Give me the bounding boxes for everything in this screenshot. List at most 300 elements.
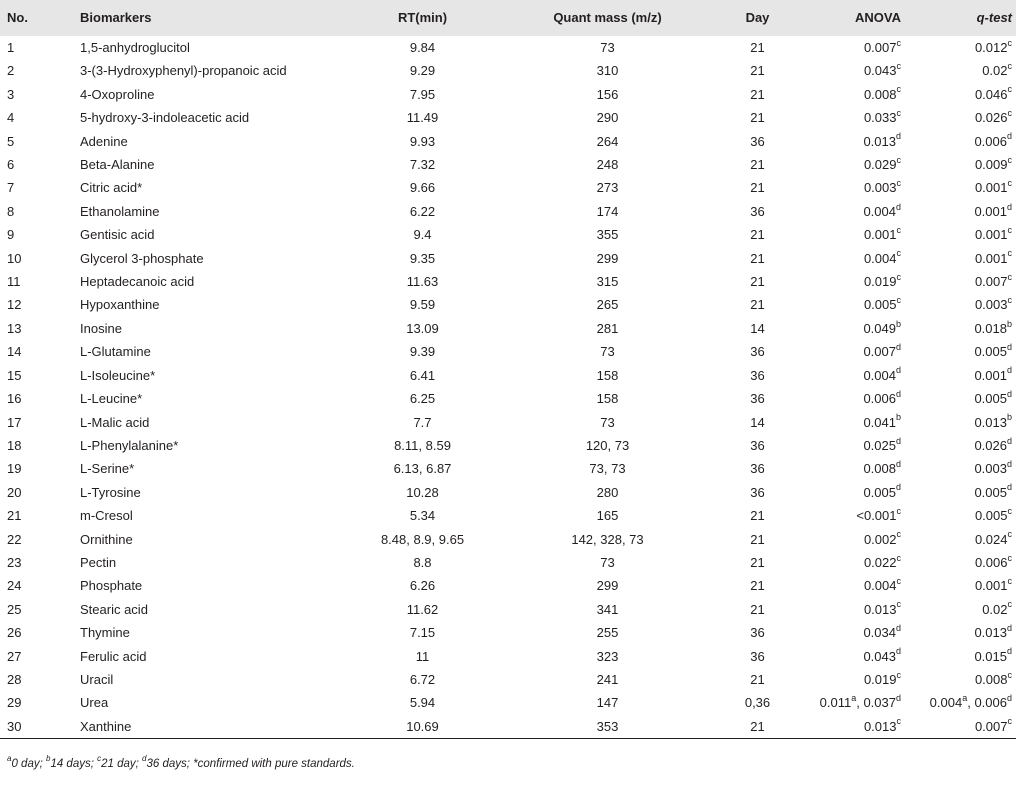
- anova-superscript: c: [896, 154, 901, 165]
- rt-value: 5.94: [409, 695, 436, 711]
- biomarker-name: Stearic acid: [80, 601, 148, 617]
- anova-superscript: c: [896, 271, 901, 282]
- cell-quant-mass: [505, 387, 710, 410]
- biomarker-name: L-Isoleucine*: [80, 367, 156, 383]
- cell-quant-mass: [505, 621, 710, 644]
- cell-rt: [340, 574, 505, 597]
- cell-no: [0, 247, 80, 270]
- cell-biomarker: [80, 457, 340, 480]
- cell-qtest: [901, 270, 1016, 293]
- cell-day: [710, 176, 805, 199]
- qtest-superscript: b: [1006, 412, 1012, 423]
- quant-mass-value: 165: [596, 508, 619, 524]
- cell-quant-mass: [505, 411, 710, 434]
- cell-day: [710, 106, 805, 129]
- anova-superscript: d: [895, 131, 901, 142]
- cell-anova: [805, 36, 901, 59]
- cell-quant-mass: [505, 36, 710, 59]
- qtest-superscript: d: [1006, 365, 1012, 376]
- biomarker-name: L-Tyrosine: [80, 484, 141, 500]
- qtest-value: 0.006: [974, 133, 1007, 149]
- row-number: 2: [7, 63, 15, 79]
- cell-qtest: [901, 130, 1016, 153]
- cell-rt: [340, 176, 505, 199]
- biomarker-name: Ornithine: [80, 531, 133, 547]
- cell-qtest: [901, 364, 1016, 387]
- cell-rt: [340, 645, 505, 668]
- cell-qtest: [901, 481, 1016, 504]
- rt-value: 11.63: [406, 274, 439, 290]
- cell-anova: [805, 340, 901, 363]
- day-value: 21: [750, 63, 765, 79]
- cell-rt: [340, 130, 505, 153]
- rt-value: 7.32: [409, 157, 436, 173]
- anova-superscript: d: [895, 458, 901, 469]
- header-qtest-label: q-test: [976, 10, 1012, 25]
- anova-value: 0.003: [863, 180, 897, 196]
- qtest-superscript: c: [1007, 271, 1012, 282]
- anova-value: 0.005: [863, 297, 897, 313]
- row-number: 20: [7, 484, 22, 500]
- day-value: 21: [750, 86, 765, 102]
- cell-anova: [805, 551, 901, 574]
- rt-value: 7.95: [409, 86, 436, 102]
- row-number: 11: [7, 274, 21, 290]
- biomarker-name: m-Cresol: [80, 508, 133, 524]
- cell-anova: [805, 153, 901, 176]
- cell-no: [0, 293, 80, 316]
- anova-superscript: c: [896, 224, 901, 235]
- qtest-value: 0.005: [974, 344, 1007, 360]
- cell-anova: [805, 411, 901, 434]
- cell-quant-mass: [505, 317, 710, 340]
- qtest-value: 0.009: [974, 157, 1008, 173]
- qtest-superscript: c: [1007, 716, 1012, 727]
- quant-mass-value: 158: [596, 367, 619, 383]
- cell-qtest: [901, 598, 1016, 621]
- anova-superscript: c: [896, 505, 901, 516]
- day-value: 21: [750, 250, 765, 266]
- rt-value: 9.35: [409, 250, 436, 266]
- cell-rt: [340, 411, 505, 434]
- qtest-superscript: d: [1006, 646, 1012, 657]
- cell-anova: [805, 598, 901, 621]
- anova-value: 0.019: [863, 671, 897, 687]
- quant-mass-value: 280: [596, 484, 619, 500]
- row-number: 28: [7, 671, 22, 687]
- cell-anova: [805, 434, 901, 457]
- qtest-value: 0.001: [974, 227, 1008, 243]
- cell-rt: [340, 293, 505, 316]
- row-number: 1: [7, 40, 15, 55]
- qtest-superscript: c: [1007, 669, 1012, 680]
- biomarker-name: 1,5-anhydroglucitol: [80, 40, 190, 55]
- cell-anova: [805, 457, 901, 480]
- cell-biomarker: [80, 59, 340, 82]
- cell-day: [710, 364, 805, 387]
- rt-value: 6.41: [409, 367, 436, 383]
- qtest-superscript: d: [1006, 458, 1012, 469]
- anova-value: 0.001: [863, 227, 897, 243]
- biomarker-name: 5-hydroxy-3-indoleacetic acid: [80, 110, 250, 126]
- row-number: 14: [7, 344, 22, 360]
- cell-biomarker: [80, 36, 340, 59]
- rt-value: 8.11, 8.59: [394, 437, 451, 453]
- cell-biomarker: [80, 317, 340, 340]
- table-row: [0, 691, 1016, 714]
- table-row: [0, 434, 1016, 457]
- cell-no: [0, 715, 80, 739]
- cell-rt: [340, 340, 505, 363]
- table-row: [0, 59, 1016, 82]
- cell-qtest: [901, 200, 1016, 223]
- cell-anova: [805, 270, 901, 293]
- quant-mass-value: 142, 328, 73: [571, 531, 644, 547]
- row-number: 17: [7, 414, 22, 430]
- cell-qtest: [901, 293, 1016, 316]
- cell-anova: [805, 691, 901, 714]
- rt-value: 13.09: [406, 320, 439, 336]
- day-value: 21: [750, 157, 765, 173]
- biomarker-name: 4-Oxoproline: [80, 86, 155, 102]
- cell-anova: [805, 130, 901, 153]
- anova-superscript: c: [896, 529, 901, 540]
- rt-value: 9.59: [409, 297, 436, 313]
- anova-superscript: c: [896, 37, 901, 48]
- cell-no: [0, 598, 80, 621]
- biomarker-name: Ethanolamine: [80, 203, 160, 219]
- cell-anova: [805, 504, 901, 527]
- anova-superscript: b: [895, 412, 901, 423]
- anova-value: 0.008: [863, 461, 896, 477]
- cell-no: [0, 36, 80, 59]
- quant-mass-value: 315: [596, 274, 619, 290]
- day-value: 21: [750, 227, 765, 243]
- qtest-value: 0.013: [974, 625, 1007, 641]
- cell-rt: [340, 434, 505, 457]
- cell-biomarker: [80, 715, 340, 739]
- cell-quant-mass: [505, 200, 710, 223]
- anova-value: 0.013: [863, 133, 896, 149]
- table-row: [0, 200, 1016, 223]
- cell-quant-mass: [505, 574, 710, 597]
- qtest-value: 0.006: [974, 554, 1008, 570]
- anova-superscript: c: [896, 716, 901, 727]
- cell-rt: [340, 247, 505, 270]
- qtest-value: 0.001: [974, 250, 1008, 266]
- row-number: 9: [7, 227, 15, 243]
- qtest-superscript: c: [1007, 61, 1012, 72]
- anova-superscript: c: [896, 576, 901, 587]
- cell-rt: [340, 621, 505, 644]
- cell-biomarker: [80, 200, 340, 223]
- day-value: 36: [750, 484, 765, 500]
- cell-rt: [340, 270, 505, 293]
- cell-anova: [805, 574, 901, 597]
- day-value: 14: [750, 320, 765, 336]
- cell-quant-mass: [505, 645, 710, 668]
- qtest-value: 0.02: [982, 601, 1008, 617]
- cell-qtest: [901, 153, 1016, 176]
- header-anova: ANOVA: [855, 10, 901, 25]
- anova-superscript: d: [895, 435, 901, 446]
- cell-no: [0, 691, 80, 714]
- cell-biomarker: [80, 106, 340, 129]
- qtest-superscript: c: [1007, 154, 1012, 165]
- qtest-superscript: c: [1007, 84, 1012, 95]
- day-value: 14: [750, 414, 765, 430]
- footnote-sup-c: c: [97, 754, 102, 764]
- row-number: 8: [7, 203, 15, 219]
- qtest-value: 0.001: [974, 367, 1007, 383]
- cell-qtest: [901, 176, 1016, 199]
- cell-qtest: [901, 106, 1016, 129]
- rt-value: 6.25: [409, 391, 436, 407]
- biomarker-name: Uracil: [80, 671, 114, 687]
- row-number: 16: [7, 391, 22, 407]
- anova-superscript: c: [896, 248, 901, 259]
- cell-biomarker: [80, 83, 340, 106]
- rt-value: 9.66: [409, 180, 436, 196]
- biomarker-name: Adenine: [80, 133, 128, 149]
- rt-value: 6.22: [409, 203, 436, 219]
- cell-quant-mass: [505, 59, 710, 82]
- day-value: 21: [750, 718, 765, 734]
- cell-biomarker: [80, 645, 340, 668]
- cell-no: [0, 176, 80, 199]
- cell-no: [0, 621, 80, 644]
- quant-mass-value: 73: [600, 344, 615, 360]
- row-number: 18: [7, 437, 22, 453]
- cell-anova: [805, 715, 901, 739]
- table-row: [0, 153, 1016, 176]
- table-row: [0, 247, 1016, 270]
- anova-value: 0.019: [863, 274, 897, 290]
- anova-value: 0.008: [863, 86, 897, 102]
- rt-value: 7.15: [409, 625, 436, 641]
- cell-no: [0, 200, 80, 223]
- quant-mass-value: 341: [596, 601, 619, 617]
- row-number: 27: [7, 648, 22, 664]
- quant-mass-value: 73: [600, 40, 615, 55]
- anova-value: 0.049: [863, 320, 896, 336]
- cell-anova: [805, 223, 901, 246]
- cell-anova: [805, 364, 901, 387]
- cell-biomarker: [80, 223, 340, 246]
- cell-day: [710, 598, 805, 621]
- day-value: 21: [750, 274, 765, 290]
- table-body: [0, 36, 1016, 739]
- cell-day: [710, 411, 805, 434]
- anova-value: 0.004: [863, 578, 897, 594]
- quant-mass-value: 255: [596, 625, 619, 641]
- qtest-value: 0.046: [974, 86, 1008, 102]
- cell-anova: [805, 247, 901, 270]
- cell-qtest: [901, 645, 1016, 668]
- anova-superscript: d: [895, 622, 901, 633]
- rt-value: 11.62: [406, 601, 439, 617]
- cell-no: [0, 574, 80, 597]
- anova-superscript: b: [895, 318, 901, 329]
- cell-quant-mass: [505, 176, 710, 199]
- qtest-superscript: c: [1007, 224, 1012, 235]
- table-row: [0, 106, 1016, 129]
- cell-biomarker: [80, 481, 340, 504]
- rt-value: 9.93: [409, 133, 436, 149]
- day-value: 21: [750, 110, 765, 126]
- qtest-value: 0.003: [974, 297, 1008, 313]
- footnote-sup-b: b: [45, 754, 51, 764]
- qtest-value: 0.001: [974, 578, 1008, 594]
- cell-rt: [340, 200, 505, 223]
- anova-superscript-2: d: [895, 693, 901, 704]
- qtest-value: 0.026: [974, 110, 1008, 126]
- cell-biomarker: [80, 387, 340, 410]
- cell-day: [710, 481, 805, 504]
- rt-value: 10.28: [406, 484, 439, 500]
- cell-no: [0, 364, 80, 387]
- cell-day: [710, 691, 805, 714]
- day-value: 36: [750, 461, 765, 477]
- cell-biomarker: [80, 668, 340, 691]
- cell-biomarker: [80, 340, 340, 363]
- cell-qtest: [901, 317, 1016, 340]
- header-biomarkers: Biomarkers: [80, 10, 152, 25]
- cell-quant-mass: [505, 364, 710, 387]
- qtest-value: 0.005: [974, 484, 1007, 500]
- cell-no: [0, 317, 80, 340]
- quant-mass-value: 73: [600, 414, 615, 430]
- cell-rt: [340, 223, 505, 246]
- cell-quant-mass: [505, 457, 710, 480]
- rt-value: 6.26: [409, 578, 436, 594]
- rt-value: 8.48, 8.9, 9.65: [380, 531, 465, 547]
- anova-superscript: c: [896, 599, 901, 610]
- cell-quant-mass: [505, 340, 710, 363]
- rt-value: 7.7: [413, 414, 432, 430]
- cell-qtest: [901, 223, 1016, 246]
- row-number: 22: [7, 531, 22, 547]
- qtest-superscript: b: [1006, 318, 1012, 329]
- footnote-text-c: 21 day;: [101, 758, 143, 770]
- cell-qtest: [901, 551, 1016, 574]
- quant-mass-value: 147: [596, 695, 619, 711]
- qtest-superscript: c: [1007, 107, 1012, 118]
- cell-no: [0, 59, 80, 82]
- qtest-value: 0.015: [974, 648, 1007, 664]
- qtest-superscript: c: [1007, 37, 1012, 48]
- cell-day: [710, 83, 805, 106]
- day-value: 36: [750, 648, 765, 664]
- table-row: [0, 411, 1016, 434]
- cell-day: [710, 528, 805, 551]
- qtest-superscript: d: [1006, 341, 1012, 352]
- cell-no: [0, 481, 80, 504]
- qtest-superscript: d: [1006, 435, 1012, 446]
- cell-no: [0, 457, 80, 480]
- cell-day: [710, 247, 805, 270]
- cell-qtest: [901, 83, 1016, 106]
- qtest-value: 0.026: [974, 437, 1007, 453]
- header-quant-mass: Quant mass (m/z): [553, 10, 662, 25]
- cell-no: [0, 106, 80, 129]
- qtest-value: 0.02: [982, 63, 1008, 79]
- anova-superscript: c: [896, 178, 901, 189]
- anova-superscript: d: [895, 388, 901, 399]
- row-number: 12: [7, 297, 22, 313]
- anova-superscript: c: [896, 61, 901, 72]
- anova-value-2: , 0.037: [856, 695, 896, 711]
- cell-biomarker: [80, 153, 340, 176]
- cell-biomarker: [80, 621, 340, 644]
- cell-quant-mass: [505, 293, 710, 316]
- biomarker-name: Phosphate: [80, 578, 143, 594]
- cell-quant-mass: [505, 106, 710, 129]
- cell-day: [710, 645, 805, 668]
- day-value: 36: [750, 344, 765, 360]
- qtest-superscript: c: [1007, 552, 1012, 563]
- quant-mass-value: 310: [596, 63, 619, 79]
- cell-quant-mass: [505, 270, 710, 293]
- cell-biomarker: [80, 504, 340, 527]
- anova-value: 0.013: [863, 718, 897, 734]
- header-qtest: [901, 0, 1016, 36]
- anova-value: 0.025: [863, 437, 896, 453]
- quant-mass-value: 299: [596, 250, 619, 266]
- cell-rt: [340, 481, 505, 504]
- table-row: [0, 715, 1016, 739]
- rt-value: 11: [415, 648, 430, 664]
- qtest-superscript: c: [1007, 178, 1012, 189]
- qtest-superscript: d: [1006, 201, 1012, 212]
- qtest-value: 0.004: [929, 695, 963, 711]
- qtest-value: 0.013: [974, 414, 1007, 430]
- cell-day: [710, 317, 805, 340]
- rt-value: 9.29: [409, 63, 436, 79]
- cell-rt: [340, 387, 505, 410]
- table-row: [0, 364, 1016, 387]
- anova-superscript: d: [895, 341, 901, 352]
- table-row: [0, 574, 1016, 597]
- rt-value: 6.72: [409, 671, 436, 687]
- header-rt: RT(min): [397, 10, 448, 25]
- cell-biomarker: [80, 434, 340, 457]
- footnote-text-b: 14 days;: [50, 758, 98, 770]
- cell-biomarker: [80, 247, 340, 270]
- qtest-value: 0.005: [974, 508, 1008, 524]
- biomarker-name: L-Malic acid: [80, 414, 150, 430]
- cell-day: [710, 457, 805, 480]
- rt-value: 5.34: [409, 508, 436, 524]
- table-row: [0, 223, 1016, 246]
- qtest-value: 0.001: [974, 180, 1008, 196]
- row-number: 15: [7, 367, 22, 383]
- row-number: 7: [7, 180, 15, 196]
- quant-mass-value: 264: [596, 133, 619, 149]
- cell-qtest: [901, 528, 1016, 551]
- anova-value: 0.004: [863, 203, 896, 219]
- cell-no: [0, 528, 80, 551]
- cell-anova: [805, 59, 901, 82]
- anova-value: 0.005: [863, 484, 896, 500]
- day-value: 36: [750, 203, 765, 219]
- row-number: 29: [7, 695, 22, 711]
- quant-mass-value: 120, 73: [585, 437, 630, 453]
- table-row: [0, 293, 1016, 316]
- quant-mass-value: 355: [596, 227, 619, 243]
- table-row: [0, 387, 1016, 410]
- anova-value: 0.006: [863, 391, 896, 407]
